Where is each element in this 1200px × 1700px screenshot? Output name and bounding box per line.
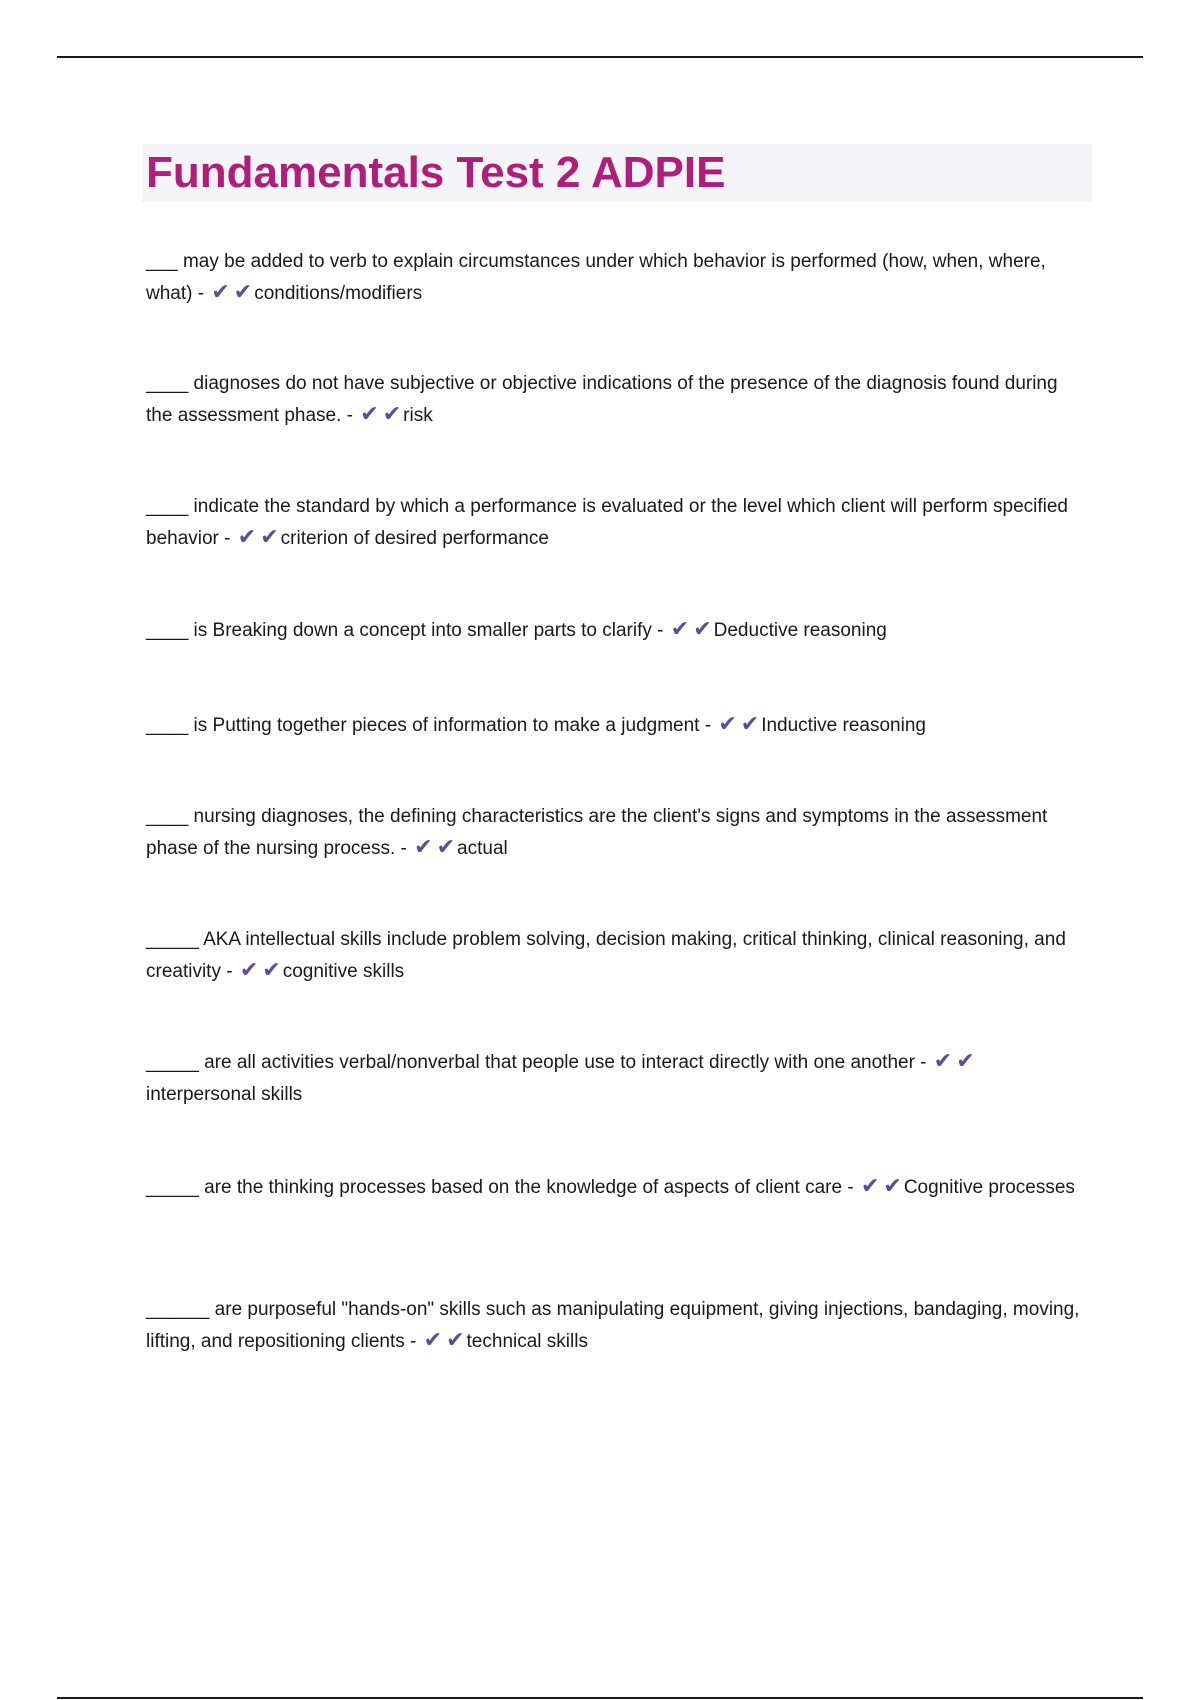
check-icon: ✔ <box>262 958 281 983</box>
question-text: ____ diagnoses do not have subjective or objective indications of the presence of the diagnosis found during the assessment phase. - <box>146 373 1058 426</box>
question-text: _____ are all activities verbal/nonverbal that people use to interact directly with one another - <box>146 1052 927 1073</box>
answer-text: criterion of desired performance <box>280 528 549 549</box>
check-icon: ✔ <box>933 1049 953 1074</box>
flashcard-item <box>146 615 1086 647</box>
check-icon: ✔ <box>423 1328 443 1353</box>
question-text: ___ may be added to verb to explain circumstances under which behavior is performed (how, when, where, what) - <box>146 251 1046 304</box>
answer-text: cognitive skills <box>282 961 405 982</box>
flashcard-item <box>146 710 1086 742</box>
check-icon: ✔ <box>670 617 690 642</box>
question-text: ______ are purposeful "hands-on" skills such as manipulating equipment, giving injections, bandaging, moving, lifting, and repositioning clients - <box>146 1299 1080 1352</box>
check-icon: ✔ <box>718 712 737 737</box>
flashcard-item <box>146 246 1086 310</box>
check-icon: ✔ <box>233 280 253 305</box>
check-icon: ✔ <box>693 617 712 642</box>
flashcard-item <box>146 1047 1086 1111</box>
check-icon: ✔ <box>211 280 230 305</box>
bottom-rule <box>57 1697 1143 1699</box>
answer-text: Deductive reasoning <box>713 620 887 641</box>
flashcard-item <box>146 1294 1086 1358</box>
check-icon: ✔ <box>382 402 402 427</box>
check-icon: ✔ <box>446 1328 465 1353</box>
check-icon: ✔ <box>860 1174 880 1199</box>
check-icon: ✔ <box>239 958 259 983</box>
answer-text: conditions/modifiers <box>254 283 423 304</box>
check-icon: ✔ <box>883 1174 902 1199</box>
check-icon: ✔ <box>360 402 379 427</box>
answer-text: interpersonal skills <box>146 1084 303 1105</box>
question-text: _____ are the thinking processes based on the knowledge of aspects of client care - <box>146 1177 854 1198</box>
check-icon: ✔ <box>740 712 760 737</box>
flashcard-item <box>146 1172 1086 1204</box>
answer-text: Inductive reasoning <box>761 715 926 736</box>
question-text: ____ indicate the standard by which a performance is evaluated or the level which client will perform specified behavior - <box>146 496 1068 549</box>
flashcard-item <box>146 368 1086 432</box>
check-icon: ✔ <box>260 525 279 550</box>
answer-text: actual <box>457 838 508 859</box>
question-text: ____ is Putting together pieces of information to make a judgment - <box>146 715 712 736</box>
question-text: ____ is Breaking down a concept into smaller parts to clarify - <box>146 620 664 641</box>
check-icon: ✔ <box>436 835 456 860</box>
document-title: Fundamentals Test 2 ADPIE <box>146 148 726 197</box>
flashcard-item <box>146 801 1086 865</box>
flashcard-item <box>146 924 1086 988</box>
answer-text: technical skills <box>466 1331 588 1352</box>
question-text: ____ nursing diagnoses, the defining characteristics are the client's signs and symptoms in the assessment phase of the nursing process. - <box>146 806 1048 859</box>
answer-text: risk <box>403 405 433 426</box>
question-text: _____ AKA intellectual skills include problem solving, decision making, critical thinking, clinical reasoning, and creativity - <box>146 929 1066 982</box>
answer-text: Cognitive processes <box>903 1177 1075 1198</box>
check-icon: ✔ <box>237 525 257 550</box>
check-icon: ✔ <box>956 1049 975 1074</box>
top-rule <box>57 56 1143 58</box>
check-icon: ✔ <box>414 835 433 860</box>
flashcard-item <box>146 491 1086 555</box>
